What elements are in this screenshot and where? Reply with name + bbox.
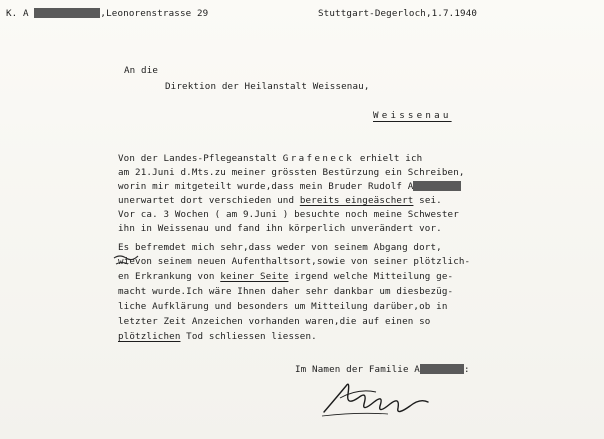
body-line-13 — [118, 331, 317, 342]
sender-address: ,Leonorenstrasse 29 — [100, 8, 209, 19]
body-line-4 — [118, 195, 442, 206]
body-line-9 — [118, 271, 453, 282]
handwritten-mark — [112, 246, 140, 268]
body-line-12: letzter Zeit Anzeichen vorhanden waren,die auf einen so — [118, 316, 431, 327]
redaction-block — [413, 181, 461, 191]
place-date: Stuttgart-Degerloch,1.7.1940 — [318, 8, 478, 19]
body-line-3 — [118, 181, 461, 192]
body-line-1 — [118, 153, 422, 164]
body-line-9a: en Erkrankung von — [118, 271, 221, 282]
body-line-1a: Von der Landes-Pflegeanstalt — [118, 153, 283, 164]
body-line-13b: Tod schliessen liessen. — [180, 331, 317, 342]
body-line-2: am 21.Juni d.Mts.zu meiner grössten Bestürzung ein Schreiben, — [118, 167, 465, 178]
recipient-city: Weissenau — [373, 110, 452, 121]
grafeneck-word: Grafeneck — [282, 153, 355, 164]
body-line-6: ihn in Weissenau und fand ihn körperlich unverändert vor. — [118, 223, 442, 234]
body-line-5: Vor ca. 3 Wochen ( am 9.Juni ) besuchte noch meine Schwester — [118, 209, 459, 220]
body-line-7: Es befremdet mich sehr,dass weder von seinem Abgang dort, — [118, 242, 442, 253]
sender-line — [6, 8, 208, 19]
body-line-3a: worin mir mitgeteilt wurde,dass mein Bruder Rudolf A — [118, 181, 414, 192]
sender-prefix: K. A — [6, 8, 29, 19]
closing-trail: : — [464, 364, 470, 375]
recipient-line-1: An die — [124, 65, 159, 76]
keiner-seite: keiner Seite — [220, 271, 289, 282]
body-line-10: macht wurde.Ich wäre Ihnen daher sehr dankbar um diesbezüg- — [118, 286, 454, 297]
bereits-eingeaeschert: bereits eingeäschert — [299, 195, 414, 206]
ploetzlichen-word: plötzlichen — [118, 331, 181, 342]
body-line-8: wievon seinem neuen Aufenthaltsort,sowie von seiner plötzlich- — [118, 256, 471, 267]
body-line-4a: unerwartet dort verschieden und — [118, 195, 300, 206]
closing-text: Im Namen der Familie A — [295, 364, 420, 375]
body-line-11: liche Aufklärung und besonders um Mitteilung darüber,ob in — [118, 301, 448, 312]
body-line-4c: sei. — [413, 195, 442, 206]
signature — [318, 368, 438, 420]
body-line-1c: erhielt ich — [354, 153, 423, 164]
recipient-line-2: Direktion der Heilanstalt Weissenau, — [165, 81, 370, 92]
body-line-9c: irgend welche Mitteilung ge- — [288, 271, 454, 282]
redaction-block — [34, 8, 100, 18]
